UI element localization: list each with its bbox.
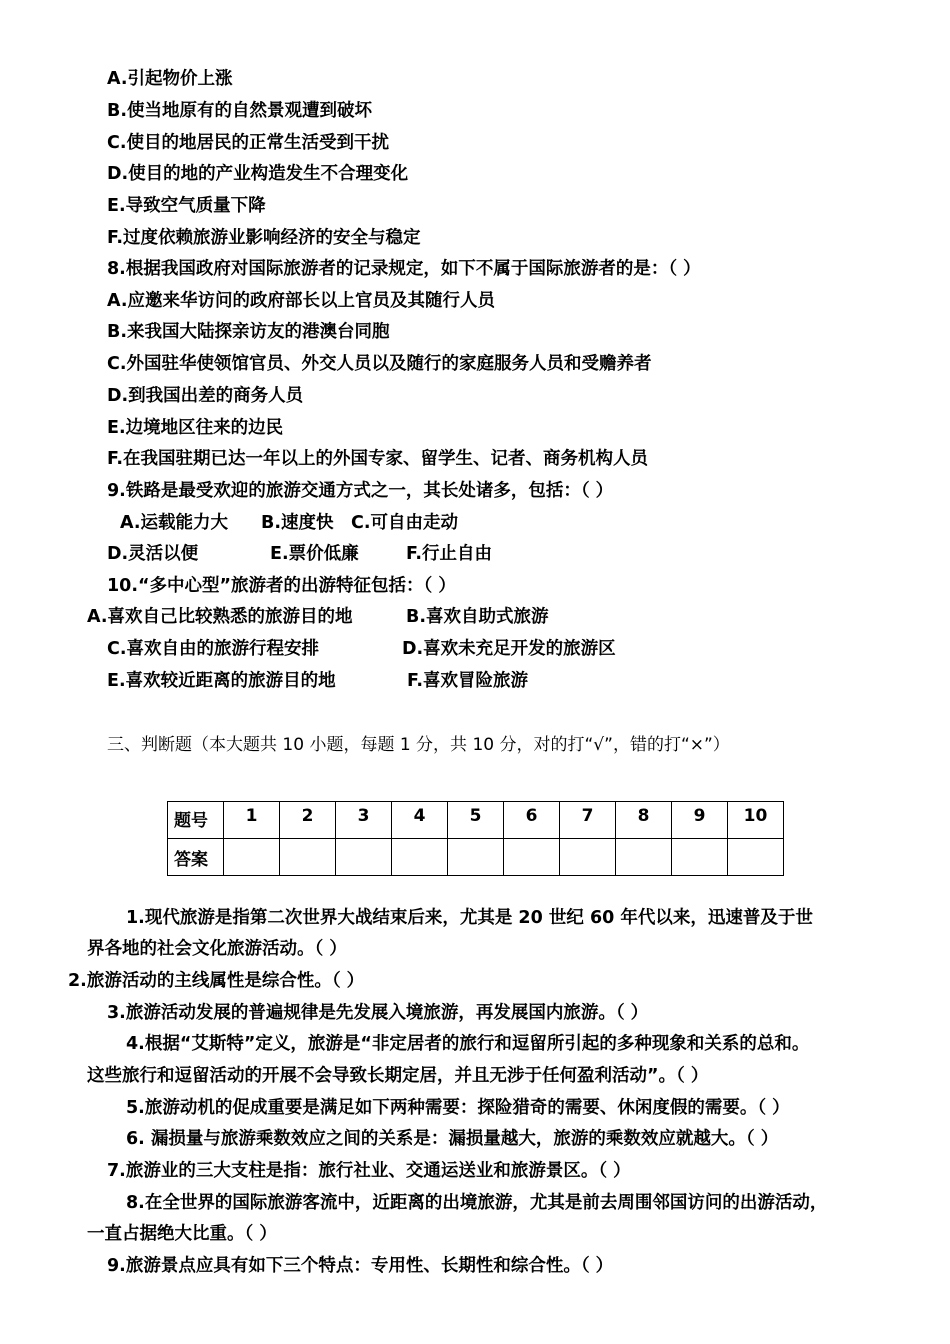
q7-option-a: A.引起物价上涨 xyxy=(107,69,233,89)
q10-option-d: D.喜欢未充足开发的旅游区 xyxy=(402,639,616,659)
answer-cell[interactable] xyxy=(392,839,448,876)
section3-title: 三、判断题（本大题共 10 小题，每题 1 分，共 10 分，对的打“√”，错的打“×”） xyxy=(107,735,730,755)
judgment-9: 9.旅游景点应具有如下三个特点：专用性、长期性和综合性。（ ） xyxy=(107,1256,614,1276)
q9-option-d: D.灵活以便 xyxy=(107,544,199,564)
judgment-7: 7.旅游业的三大支柱是指：旅行社业、交通运送业和旅游景区。（ ） xyxy=(107,1161,631,1181)
question-number: 8 xyxy=(616,802,672,839)
judgment-1-line1: 1.现代旅游是指第二次世界大战结束后来，尤其是 20 世纪 60 年代以来，迅速普及于世 xyxy=(126,908,813,928)
judgment-4-line1: 4.根据“艾斯特”定义，旅游是“非定居者的旅行和逗留所引起的多种现象和关系的总和。 xyxy=(126,1034,810,1054)
q7-option-b: B.使当地原有的自然景观遭到破坏 xyxy=(107,101,372,121)
answer-cell[interactable] xyxy=(336,839,392,876)
q9-option-e: E.票价低廉 xyxy=(270,544,359,564)
answer-cell[interactable] xyxy=(560,839,616,876)
q9-stem: 9.铁路是最受欢迎的旅游交通方式之一，其长处诸多，包括：（ ） xyxy=(107,481,614,501)
q8-option-d: D.到我国出差的商务人员 xyxy=(107,386,304,406)
judgment-1-line2: 界各地的社会文化旅游活动。（ ） xyxy=(87,939,347,959)
judgment-8-line1: 8.在全世界的国际旅游客流中，近距离的出境旅游，尤其是前去周围邻国访问的出游活动， xyxy=(126,1193,828,1213)
q7-option-d: D.使目的地的产业构造发生不合理变化 xyxy=(107,164,409,184)
q9-option-a: A.运载能力大 xyxy=(120,513,229,533)
q8-option-f: F.在我国驻期已达一年以上的外国专家、留学生、记者、商务机构人员 xyxy=(107,449,649,469)
q10-option-e: E.喜欢较近距离的旅游目的地 xyxy=(107,671,336,691)
question-number: 9 xyxy=(672,802,728,839)
q9-option-b: B.速度快 xyxy=(261,513,334,533)
q8-option-e: E.边境地区往来的边民 xyxy=(107,418,284,438)
question-number-row xyxy=(168,802,784,839)
answer-table xyxy=(167,801,784,876)
judgment-6: 6. 漏损量与旅游乘数效应之间的关系是：漏损量越大，旅游的乘数效应就越大。（ ） xyxy=(126,1129,779,1149)
number-header: 题号 xyxy=(168,802,224,839)
answer-cell[interactable] xyxy=(504,839,560,876)
question-number: 7 xyxy=(560,802,616,839)
answer-cell[interactable] xyxy=(448,839,504,876)
q8-option-b: B.来我国大陆探亲访友的港澳台同胞 xyxy=(107,322,390,342)
q7-option-f: F.过度依赖旅游业影响经济的安全与稳定 xyxy=(107,228,421,248)
q7-option-c: C.使目的地居民的正常生活受到干扰 xyxy=(107,133,389,153)
question-number: 6 xyxy=(504,802,560,839)
judgment-4-line2: 这些旅行和逗留活动的开展不会导致长期定居，并且无涉于任何盈利活动”。（ ） xyxy=(87,1066,709,1086)
question-number: 4 xyxy=(392,802,448,839)
q8-stem: 8.根据我国政府对国际旅游者的记录规定，如下不属于国际旅游者的是：（ ） xyxy=(107,259,701,279)
question-number: 1 xyxy=(224,802,280,839)
q10-option-c: C.喜欢自由的旅游行程安排 xyxy=(107,639,319,659)
judgment-3: 3.旅游活动发展的普遍规律是先发展入境旅游，再发展国内旅游。（ ） xyxy=(107,1003,649,1023)
judgment-2: 2.旅游活动的主线属性是综合性。（ ） xyxy=(68,971,365,991)
answer-cell[interactable] xyxy=(672,839,728,876)
q8-option-a: A.应邀来华访问的政府部长以上官员及其随行人员 xyxy=(107,291,496,311)
question-number: 10 xyxy=(728,802,784,839)
q9-option-f: F.行止自由 xyxy=(406,544,493,564)
judgment-8-line2: 一直占据绝大比重。（ ） xyxy=(87,1224,277,1244)
q10-option-b: B.喜欢自助式旅游 xyxy=(406,607,549,627)
q8-option-c: C.外国驻华使领馆官员、外交人员以及随行的家庭服务人员和受赡养者 xyxy=(107,354,652,374)
answer-cell[interactable] xyxy=(728,839,784,876)
q10-stem: 10.“多中心型”旅游者的出游特征包括：（ ） xyxy=(107,576,456,596)
question-number: 2 xyxy=(280,802,336,839)
answer-cell[interactable] xyxy=(616,839,672,876)
question-number: 5 xyxy=(448,802,504,839)
answer-cell[interactable] xyxy=(224,839,280,876)
q9-option-c: C.可自由走动 xyxy=(351,513,458,533)
q10-option-a: A.喜欢自己比较熟悉的旅游目的地 xyxy=(87,607,353,627)
q7-option-e: E.导致空气质量下降 xyxy=(107,196,266,216)
question-number: 3 xyxy=(336,802,392,839)
answer-row xyxy=(168,839,784,876)
q10-option-f: F.喜欢冒险旅游 xyxy=(407,671,529,691)
judgment-5: 5.旅游动机的促成重要是满足如下两种需要：探险猎奇的需要、休闲度假的需要。（ ） xyxy=(126,1098,790,1118)
answer-header: 答案 xyxy=(168,839,224,876)
answer-cell[interactable] xyxy=(280,839,336,876)
